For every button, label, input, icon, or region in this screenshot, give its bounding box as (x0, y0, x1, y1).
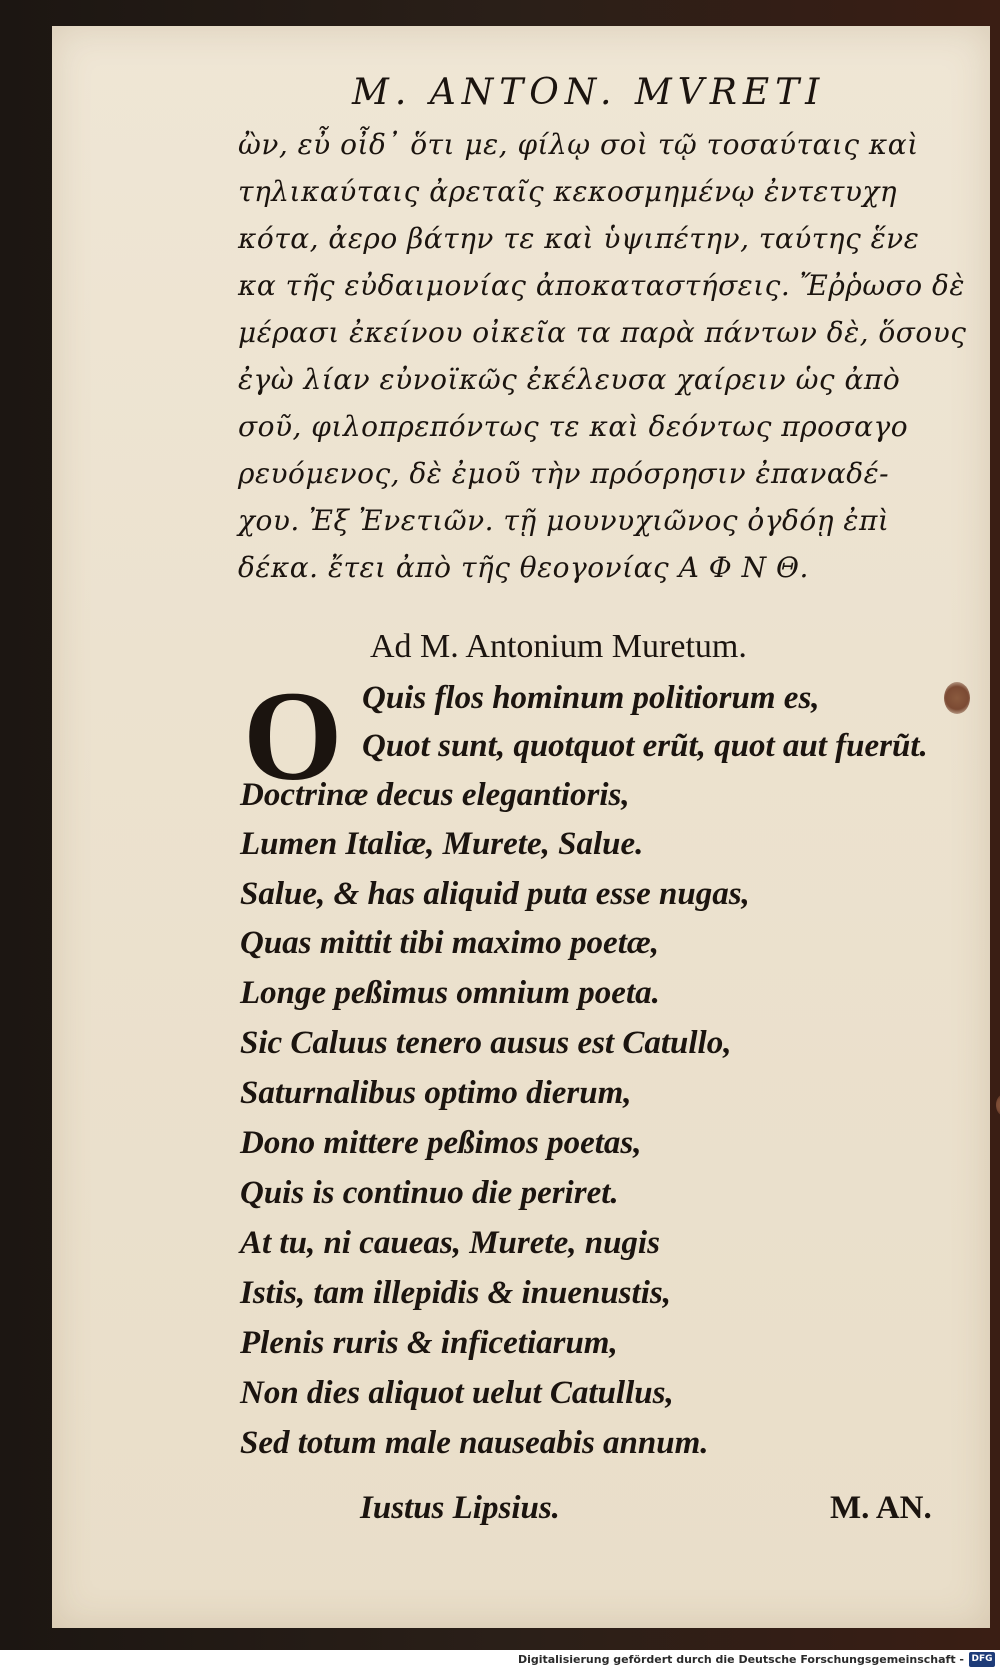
poem-line: Plenis ruris & inficetiarum, (240, 1325, 618, 1361)
greek-line: μέρασι ἐκείνου οἰκεῖα τα παρὰ πάντων δὲ, ὅσους (238, 316, 967, 349)
poem-line: Quis flos hominum politiorum es, (362, 680, 820, 716)
greek-line: ὢν, εὖ οἶδ᾽ ὅτι με, φίλῳ σοὶ τῷ τοσαύταις καὶ (238, 128, 919, 161)
greek-line: κα τῆς εὐδαιμονίας ἀποκαταστήσεις. Ἔῤῥωσο δὲ (238, 269, 965, 302)
catchword: M. AN. (830, 1490, 932, 1526)
poem-author: Iustus Lipsius. (360, 1490, 560, 1526)
poem-line: Quot sunt, quotquot erũt, quot aut fuerũt. (362, 728, 928, 764)
poem-line: Sed totum male nauseabis annum. (240, 1425, 709, 1461)
running-header: M. ANTON. MVRETI (352, 72, 826, 113)
greek-line: δέκα. ἔτει ἀπὸ τῆς θεογονίας Α Φ Ν Θ. (238, 551, 809, 584)
funding-credit: Digitalisierung gefördert durch die Deutsche Forschungsgemeinschaft - (517, 1653, 964, 1666)
dfg-logo-icon: DFG (969, 1652, 995, 1667)
poem-line: Quas mittit tibi maximo poetæ, (240, 925, 659, 961)
poem-line: Doctrinæ decus elegantioris, (240, 777, 630, 813)
greek-line: κότα, ἀερο βάτην τε καὶ ὑψιπέτην, ταύτης ἕνε (238, 222, 920, 255)
poem-line: Salue, & has aliquid puta esse nugas, (240, 876, 750, 912)
poem-line: Istis, tam illepidis & inuenustis, (240, 1275, 671, 1311)
drop-cap-initial: O (243, 665, 343, 807)
poem-line: Sic Caluus tenero ausus est Catullo, (240, 1025, 732, 1061)
poem-line: Saturnalibus optimo dierum, (240, 1075, 632, 1111)
poem-line: Lumen Italiæ, Murete, Salue. (240, 826, 644, 862)
greek-line: σοῦ, φιλοπρεπόντως τε καὶ δεόντως προσαγο (238, 410, 909, 443)
poem-line: At tu, ni caueas, Murete, nugis (240, 1225, 660, 1261)
greek-line: ἐγὼ λίαν εὐνοϊκῶς ἐκέλευσα χαίρειν ὡς ἀπὸ (238, 363, 901, 396)
poem-title: Ad M. Antonium Muretum. (370, 628, 747, 665)
ink-stain (944, 682, 970, 714)
greek-line: τηλικαύταις ἀρεταῖς κεκοσμημένῳ ἐντετυχη (238, 175, 898, 208)
greek-line: χου. Ἐξ Ἐνετιῶν. τῇ μουνυχιῶνος ὀγδόῃ ἐπὶ (238, 504, 890, 537)
poem-line: Quis is continuo die periret. (240, 1175, 619, 1211)
greek-line: ρευόμενος, δὲ ἐμοῦ τὴν πρόσρησιν ἐπαναδέ- (238, 457, 890, 490)
poem-line: Dono mittere peßimos poetas, (240, 1125, 642, 1161)
poem-line: Longe peßimus omnium poeta. (240, 975, 660, 1011)
poem-line: Non dies aliquot uelut Catullus, (240, 1375, 674, 1411)
